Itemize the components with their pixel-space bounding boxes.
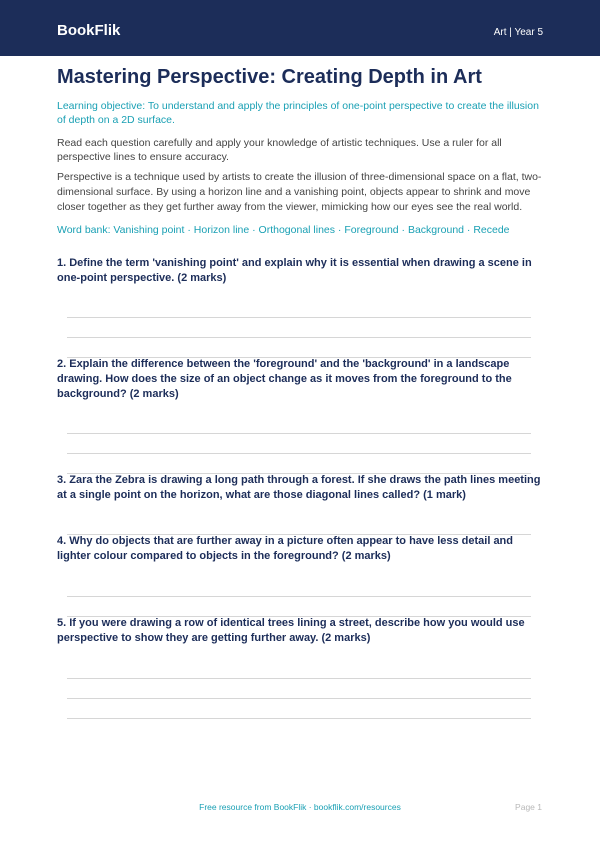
page-title: Mastering Perspective: Creating Depth in Art	[57, 66, 482, 88]
answer-line[interactable]	[67, 433, 531, 434]
intro-paragraph: Perspective is a technique used by artists to create the illusion of three-dimensional space on a flat, two-dimensional surface. By using a horizon line and a vanishing point, objects appear to shrink and move closer together as they get further away from the viewer, mimicking how our eyes see the real world.	[57, 171, 542, 213]
footer-resource-link[interactable]: Free resource from BookFlik · bookflik.com/resources	[199, 802, 401, 812]
answer-line[interactable]	[67, 337, 531, 338]
subject-year-label: Art | Year 5	[493, 27, 543, 38]
word-bank: Word bank: Vanishing point · Horizon line · Orthogonal lines · Foreground · Background · Recede	[57, 224, 510, 236]
question-1: 1. Define the term 'vanishing point' and explain why it is essential when drawing a scene in one-point perspective. (2 marks)	[57, 257, 532, 284]
answer-line[interactable]	[67, 453, 531, 454]
question-4: 4. Why do objects that are further away in a picture often appear to have less detail and lighter colour compared to objects in the foreground? (2 marks)	[57, 535, 514, 562]
brand-logo[interactable]: BookFlik	[57, 22, 121, 39]
question-5: 5. If you were drawing a row of identical trees lining a street, describe how you would use perspective to show they are getting further away. (2 marks)	[57, 617, 525, 644]
instructions: Read each question carefully and apply your knowledge of artistic techniques. Use a ruler for all perspective lines to ensure accuracy.	[57, 137, 502, 163]
learning-objective: Learning objective: To understand and apply the principles of one-point perspective to create the illusion of depth on a 2D surface.	[57, 100, 539, 126]
question-2: 2. Explain the difference between the 'foreground' and the 'background' in a landscape drawing. How does the size of an object change as it moves from the foreground to the background? (2 marks)	[57, 358, 512, 400]
answer-line[interactable]	[67, 678, 531, 679]
header-bar	[0, 0, 600, 56]
question-3: 3. Zara the Zebra is drawing a long path through a forest. If she draws the path lines meeting at a single point on the horizon, what are those diagonal lines called? (1 mark)	[57, 474, 541, 501]
answer-line[interactable]	[67, 317, 531, 318]
answer-line[interactable]	[67, 718, 531, 719]
page-number: Page 1	[515, 802, 542, 812]
answer-line[interactable]	[67, 596, 531, 597]
answer-line[interactable]	[67, 698, 531, 699]
